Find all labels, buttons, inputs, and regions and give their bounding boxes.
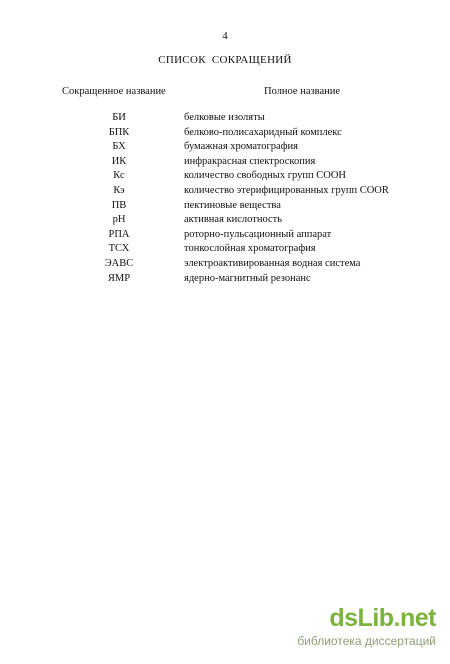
abbreviation-full: активная кислотность <box>184 214 283 226</box>
abbreviation-full: пектиновые вещества <box>184 199 281 211</box>
abbreviation-full: тонкослойная хроматография <box>184 243 316 255</box>
abbreviation-short: БПК <box>108 126 130 138</box>
abbreviation-row <box>0 155 450 170</box>
abbreviation-row <box>0 257 450 272</box>
watermark-tagline: библиотека диссертаций <box>297 634 436 648</box>
abbreviation-row <box>0 228 450 243</box>
abbreviation-short: ИК <box>111 155 127 167</box>
abbreviation-full: бумажная хроматография <box>184 141 298 153</box>
abbreviation-short: ЯМР <box>107 272 131 284</box>
abbreviation-full: электроактивированная водная система <box>184 257 361 269</box>
abbreviation-row <box>0 169 450 184</box>
dslib-watermark <box>286 604 436 654</box>
abbreviation-short: БХ <box>112 141 126 153</box>
abbreviation-short: ТСХ <box>108 243 130 255</box>
logo-tld-text: net <box>400 604 436 632</box>
short-name-column-header: Сокращенное название <box>62 86 166 97</box>
abbreviation-row <box>0 272 450 287</box>
abbreviation-short: БИ <box>112 112 126 123</box>
abbreviation-full: ядерно-магнитный резонанс <box>184 272 311 284</box>
abbreviation-row <box>0 126 450 141</box>
abbreviation-row <box>0 111 450 126</box>
dslib-logo <box>329 604 436 632</box>
abbreviation-row <box>0 199 450 214</box>
abbreviation-full: роторно-пульсационный аппарат <box>184 228 332 240</box>
abbreviation-full: белковые изоляты <box>184 112 265 123</box>
abbreviation-list <box>0 111 450 286</box>
abbreviation-row <box>0 213 450 228</box>
abbreviation-short: ПВ <box>111 199 127 211</box>
abbreviation-short: Кс <box>113 170 125 182</box>
abbreviation-short: Кэ <box>113 184 125 196</box>
abbreviation-short: рН <box>112 214 126 226</box>
full-name-column-header: Полное название <box>264 86 341 97</box>
abbreviation-short: ЭАВС <box>104 257 134 269</box>
page-number: 4 <box>222 30 228 42</box>
page-title: СПИСОК СОКРАЩЕНИЙ <box>158 54 292 66</box>
abbreviation-full: количество свободных групп СООН <box>184 170 347 182</box>
abbreviation-row <box>0 184 450 199</box>
abbreviation-row <box>0 242 450 257</box>
abbreviation-short: РПА <box>108 228 130 240</box>
abbreviation-row <box>0 140 450 155</box>
abbreviation-full: инфракрасная спектроскопия <box>184 155 316 167</box>
abbreviation-full: белково-полисахаридный комплекс <box>184 126 342 138</box>
logo-dot: . <box>393 604 400 632</box>
logo-main-text: dsLib <box>329 604 394 632</box>
abbreviation-full: количество этерифицированных групп COOR <box>184 184 389 196</box>
